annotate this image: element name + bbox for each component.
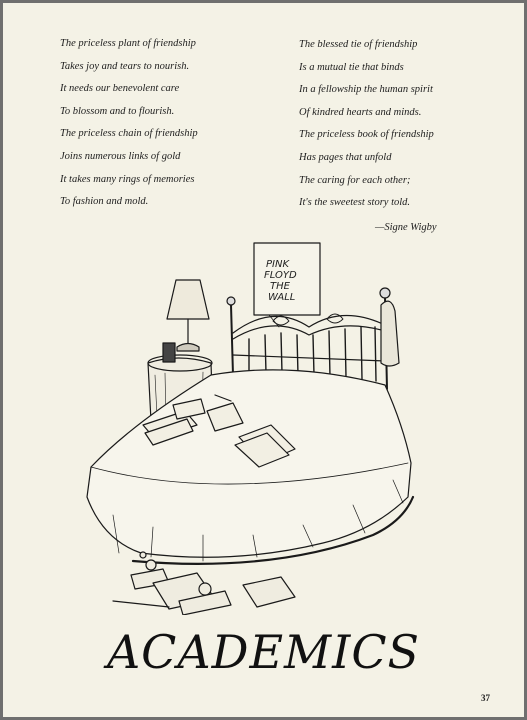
poem-line: The priceless plant of friendship — [60, 38, 196, 49]
bedroom-sketch-illustration — [73, 235, 433, 615]
section-title: ACADEMICS — [106, 625, 421, 679]
poem-line: It needs our benevolent care — [60, 83, 180, 95]
poem-line: The priceless book of friendship — [299, 129, 434, 141]
poem-right-column — [299, 34, 434, 215]
poem-line: The blessed tie of friendship — [299, 39, 418, 50]
bed-spread — [87, 370, 411, 557]
poem-line: To fashion and mold. — [60, 196, 149, 208]
poem-attribution: —Signe Wigby — [375, 222, 437, 233]
poem-line: It's the sweetest story told. — [299, 197, 411, 209]
poem-line: Takes joy and tears to nourish. — [60, 60, 190, 72]
poem-line: Of kindred hearts and minds. — [299, 106, 422, 118]
page-number: 37 — [481, 693, 490, 703]
poem-line: Is a mutual tie that binds — [299, 61, 404, 73]
poem-line: It takes many rings of memories — [60, 173, 195, 185]
poem-line: The caring for each other; — [299, 174, 411, 186]
hanging-shirt — [381, 301, 399, 366]
poem-line: The priceless chain of friendship — [60, 128, 198, 140]
poem-line: In a fellowship the human spirit — [299, 84, 433, 96]
poem-line: To blossom and to flourish. — [60, 105, 175, 117]
lamp-shade — [167, 280, 209, 319]
poem-left-column — [60, 33, 198, 214]
soda-can — [163, 343, 175, 362]
poster-text: PINK FLOYD THE WALL — [264, 259, 297, 303]
yearbook-page — [3, 3, 524, 717]
poem-line: Has pages that unfold — [299, 151, 392, 163]
poem-line: Joins numerous links of gold — [60, 150, 181, 162]
